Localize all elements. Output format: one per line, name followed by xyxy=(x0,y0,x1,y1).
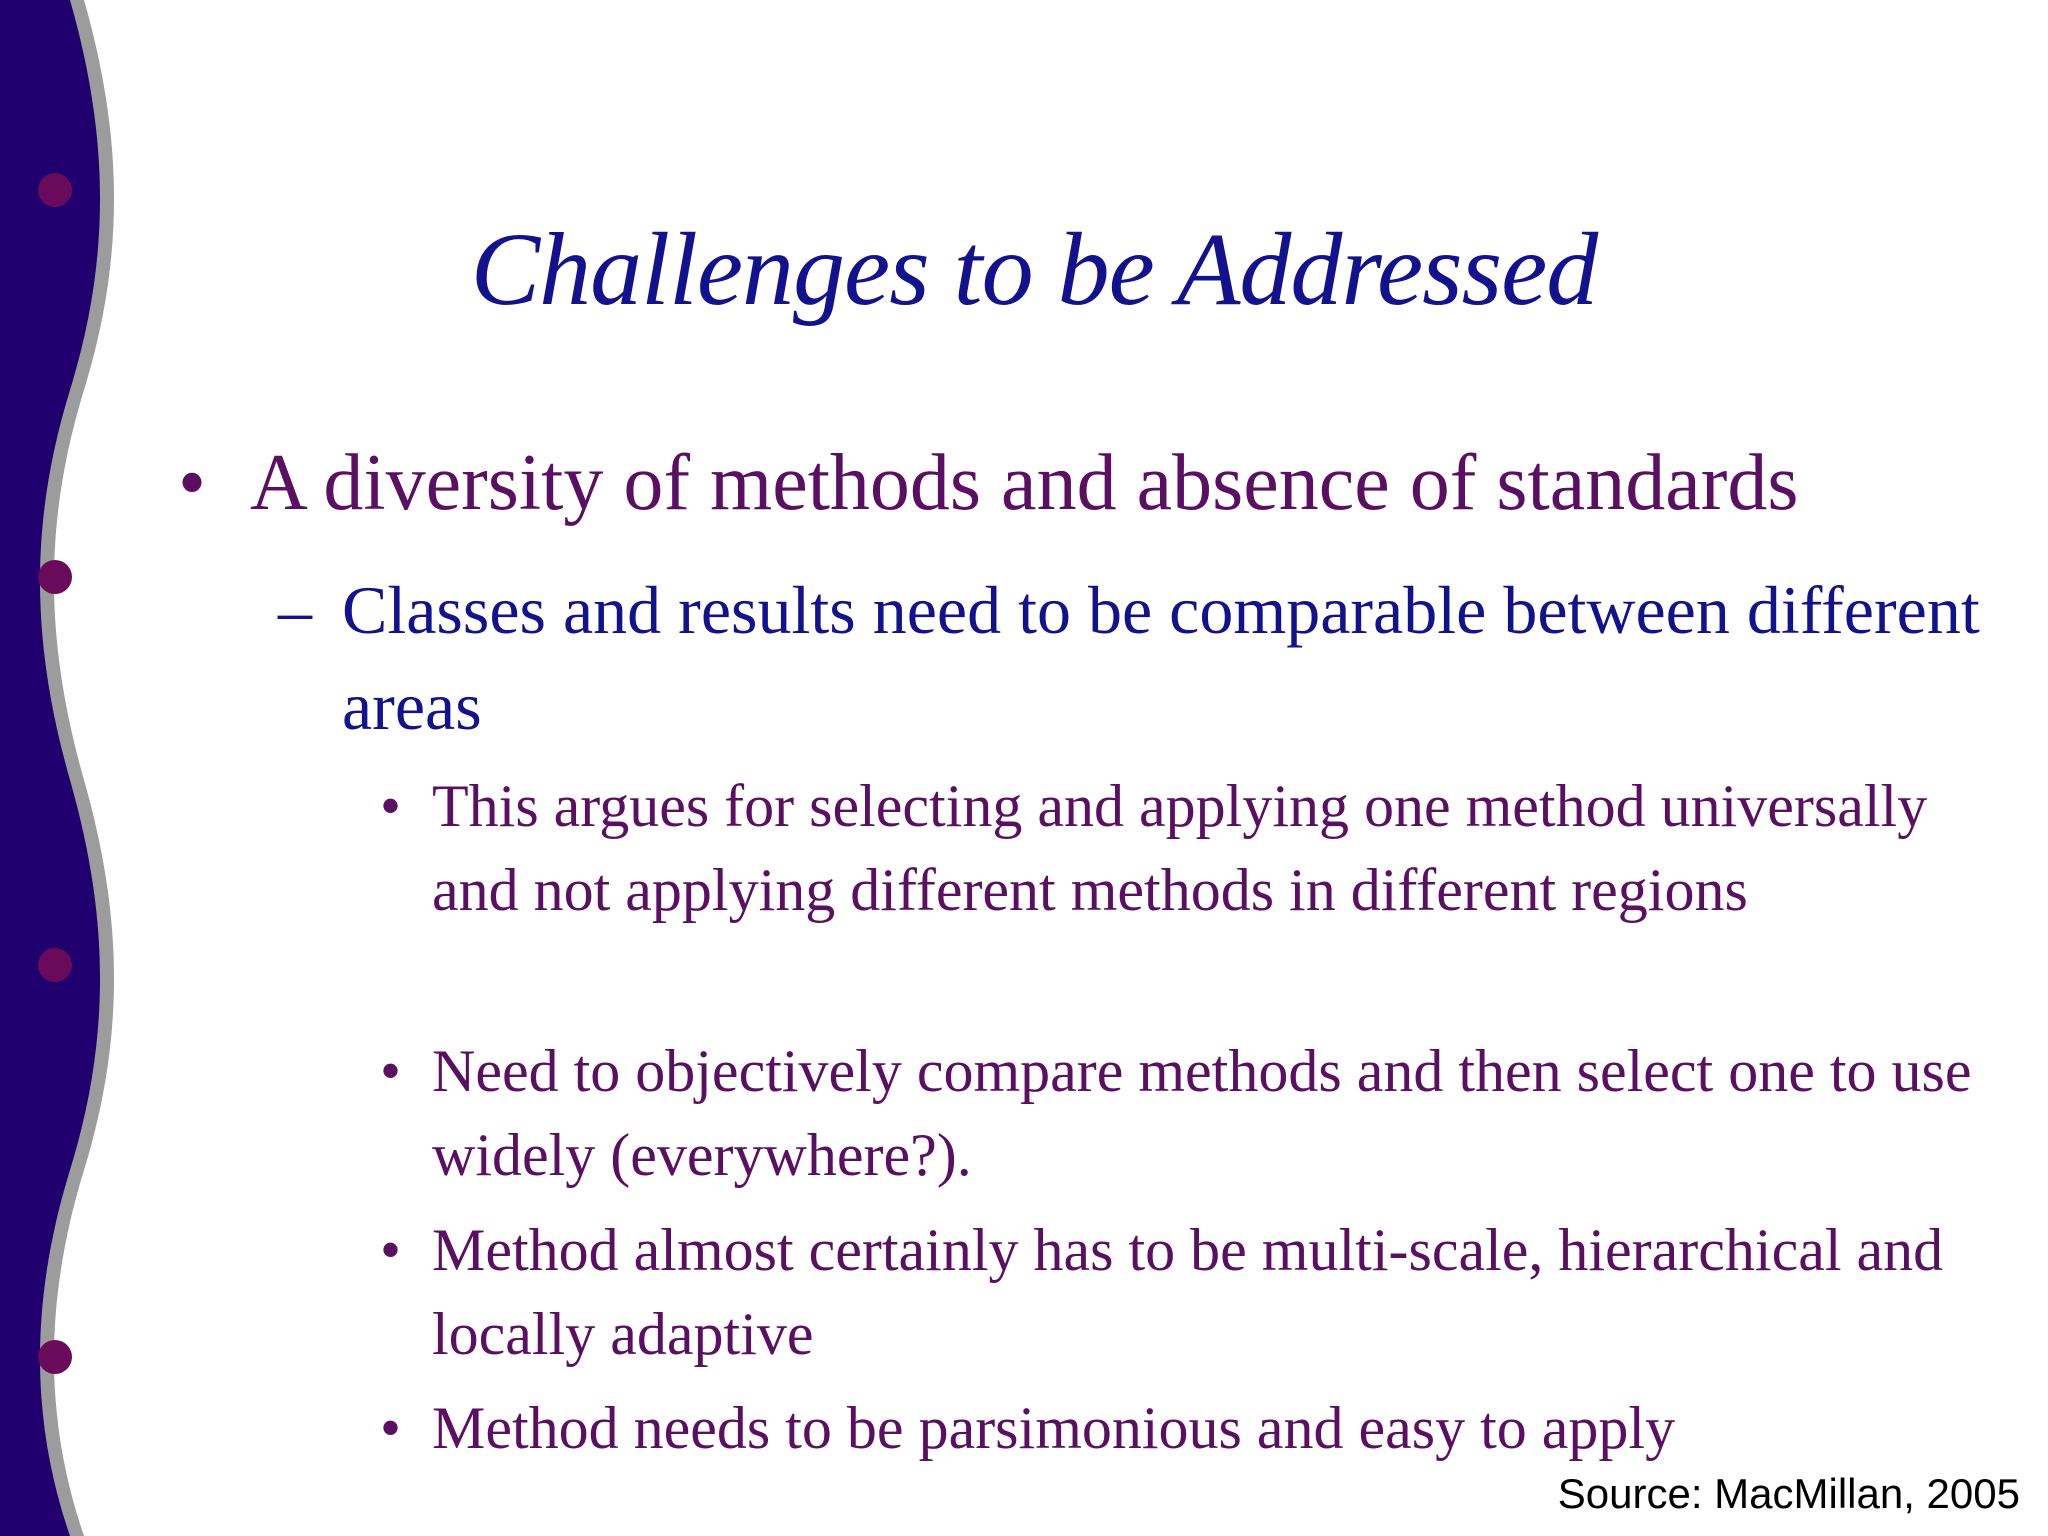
decorative-dot xyxy=(38,560,72,594)
bullet-marker: • xyxy=(380,1395,402,1461)
bullet-marker: • xyxy=(380,773,402,839)
point-text: Need to objectively compare methods and then select one to use widely (everywhere?). xyxy=(432,1038,1972,1188)
bullet-marker: • xyxy=(380,1217,402,1283)
decorative-dot xyxy=(38,1340,72,1374)
point-text: Method almost certainly has to be multi-scale, hierarchical and locally adaptive xyxy=(432,1217,1944,1367)
bullet-marker: • xyxy=(178,439,207,527)
dash-marker: – xyxy=(278,572,312,648)
bullet-text: A diversity of methods and absence of standards xyxy=(250,439,1799,527)
decorative-dot xyxy=(38,173,72,207)
sub-bullet-text: Classes and results need to be comparable between different areas xyxy=(342,572,1980,744)
source-citation: Source: MacMillan, 2005 xyxy=(1557,1470,2020,1517)
slide-title: Challenges to be Addressed xyxy=(470,212,1598,327)
point-text: Method needs to be parsimonious and easy to apply xyxy=(432,1395,1676,1461)
bullet-marker: • xyxy=(380,1038,402,1104)
point-text: This argues for selecting and applying one method universally and not applying different methods in different regions xyxy=(432,773,1928,923)
decorative-dot xyxy=(38,948,72,982)
